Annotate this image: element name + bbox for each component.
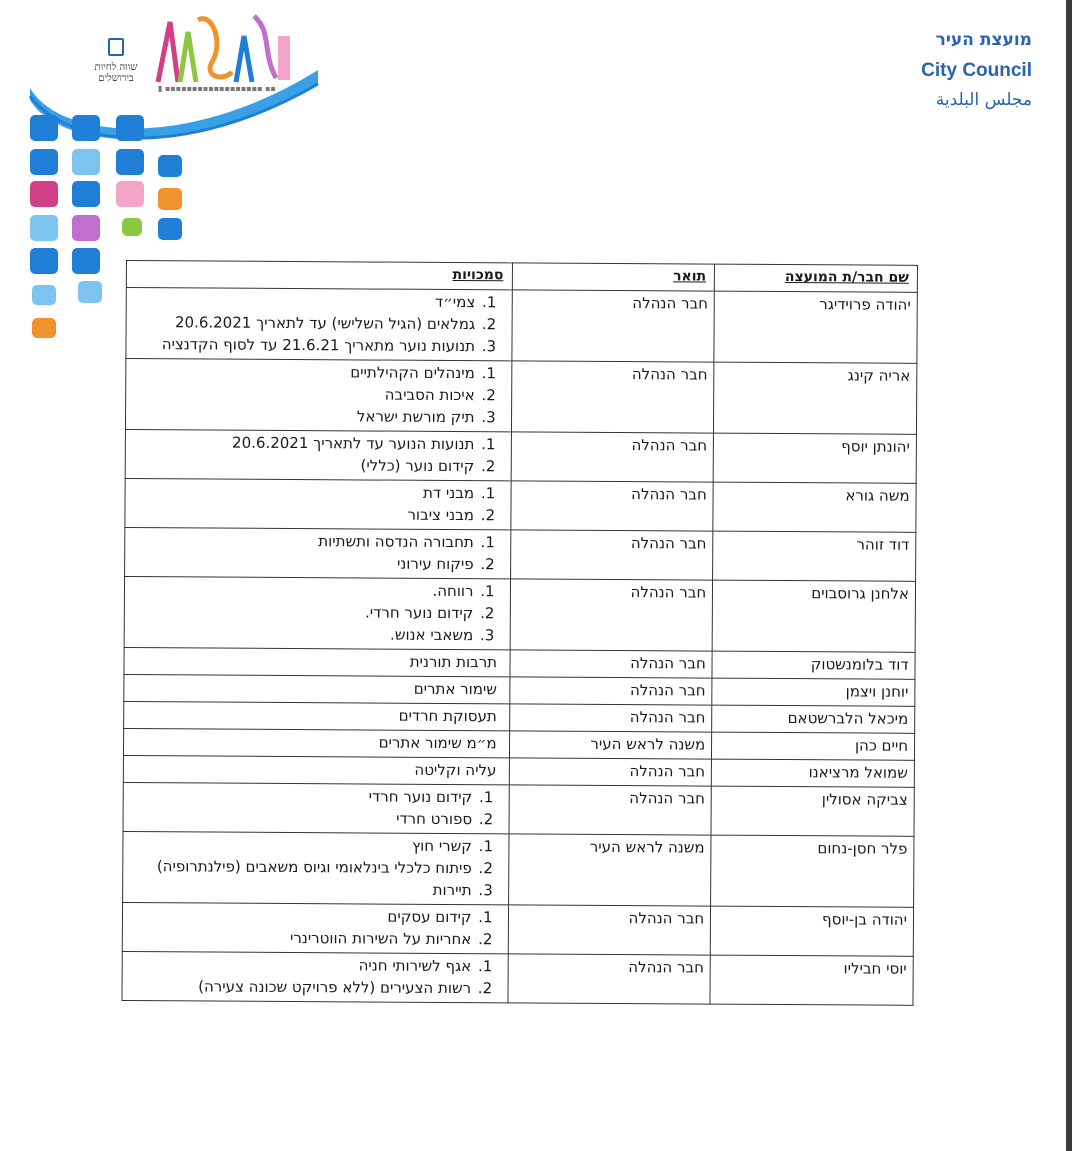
member-portfolio	[124, 576, 510, 649]
member-title: חבר הנהלה	[511, 290, 714, 362]
portfolio-item: 3. משאבי אנוש.	[131, 622, 476, 646]
member-title: חבר הנהלה	[509, 758, 712, 786]
member-name: חיים כהן	[712, 732, 915, 760]
portfolio-item: תרבות תורנית	[409, 652, 498, 672]
member-name: משה גורא	[713, 482, 916, 532]
member-portfolio	[126, 288, 512, 361]
portfolio-list	[131, 480, 504, 526]
portfolio-item: 2. ספורט חרדי	[130, 806, 475, 830]
table-row	[125, 478, 916, 532]
portfolio-list	[132, 289, 505, 357]
member-name: שמואל מרציאנו	[712, 759, 915, 787]
portfolio-item: 2. רשות הצעירים (ללא פרויקט שכונה צעירה)	[128, 975, 473, 999]
member-title: חבר הנהלה	[510, 530, 713, 580]
member-title: חבר הנהלה	[509, 677, 712, 705]
member-title: חבר הנהלה	[508, 905, 711, 955]
member-title: חבר הנהלה	[511, 361, 714, 433]
table-row	[126, 288, 917, 364]
member-portfolio	[124, 647, 510, 676]
member-title: חבר הנהלה	[510, 481, 713, 531]
emblem-icon	[108, 38, 124, 56]
council-title-hebrew: מועצת העיר	[935, 30, 1032, 50]
portfolio-item: 1. אגף לשירותי חניה	[129, 953, 474, 977]
table-row	[124, 576, 915, 652]
member-portfolio	[123, 831, 509, 904]
portfolio-item: 2. מבני ציבור	[131, 502, 476, 526]
portfolio-item: 1. תחבורה הנדסה ותשתיות	[131, 529, 476, 553]
portfolio-item: תעסוקת חרדים	[398, 706, 497, 726]
portfolio-item: מ״מ שימור אתרים	[378, 733, 497, 753]
table-row	[123, 831, 914, 907]
member-portfolio	[124, 674, 510, 703]
member-portfolio	[125, 429, 511, 480]
portfolio-item: 1. קידום עסקים	[129, 904, 474, 928]
table-body	[122, 288, 917, 1006]
member-portfolio	[125, 478, 511, 529]
member-portfolio	[125, 359, 511, 432]
portfolio-item: 1. רווחה.	[131, 578, 476, 602]
member-title: חבר הנהלה	[509, 650, 712, 678]
portfolio-item: 1. מינהלים הקהילתיים	[132, 360, 477, 384]
member-name: דוד בלומנשטוק	[712, 651, 915, 679]
member-name: יהודה פרוידיגר	[714, 291, 917, 363]
member-portfolio	[124, 701, 510, 730]
portfolio-item: 2. גמלאים (הגיל השלישי) עד לתאריך 20.6.2021	[133, 311, 478, 335]
table-row	[125, 359, 916, 435]
portfolio-item: 1. צמי״ד	[133, 289, 478, 313]
portfolio-list	[131, 529, 504, 575]
member-name: יוחנן ויצמן	[712, 678, 915, 706]
portfolio-item: 2. פיתוח כלכלי בינלאומי וגיוס משאבים (פילנתרופיה)	[129, 855, 474, 879]
portfolio-list	[132, 431, 505, 477]
council-members-table	[121, 260, 918, 1006]
portfolio-item: 1. מבני דת	[132, 480, 477, 504]
member-name: יוסי חביליו	[710, 955, 913, 1005]
festival-logo	[152, 12, 296, 84]
header-name: שם חבר/ת המועצה	[715, 264, 918, 292]
council-title-english: City Council	[921, 60, 1032, 81]
page-edge	[1066, 0, 1072, 1151]
portfolio-item: 1. קידום נוער חרדי	[130, 784, 475, 808]
member-portfolio	[123, 782, 509, 833]
portfolio-list	[129, 833, 502, 901]
member-name: יהודה בן-יוסף	[710, 906, 913, 956]
member-name: צביקה אסולין	[711, 786, 914, 836]
portfolio-item: 2. קידום נוער חרדי.	[131, 600, 476, 624]
portfolio-item: 1. קשרי חוץ	[129, 833, 474, 857]
portfolio-list	[130, 784, 503, 830]
member-name: יהונתן יוסף	[713, 433, 916, 483]
city-council-header	[921, 30, 1032, 110]
member-name: דוד זוהר	[713, 531, 916, 581]
council-title-arabic: مجلس البلدية	[935, 90, 1032, 110]
table-row	[122, 951, 913, 1005]
portfolio-item: 2. פיקוח עירוני	[131, 551, 476, 575]
header-title: תואר	[512, 263, 715, 291]
member-portfolio	[123, 728, 509, 757]
member-title: חבר הנהלה	[507, 954, 710, 1004]
portfolio-item: 2. אחריות על השירות הווטרינרי	[129, 926, 474, 950]
portfolio-list	[131, 578, 504, 646]
portfolio-list	[132, 360, 505, 428]
portfolio-item: 3. תיק מורשת ישראל	[132, 404, 477, 428]
member-name: מיכאל הלברשטאם	[712, 705, 915, 733]
member-portfolio	[123, 755, 509, 784]
logo-line-1: שווה לחיות	[94, 62, 138, 73]
table-row	[122, 902, 913, 956]
logo-line-2: בירושלים	[98, 73, 134, 84]
portfolio-item: שימור אתרים	[413, 679, 497, 699]
portfolio-item: 2. קידום נוער (כללי)	[132, 453, 477, 477]
portfolio-list	[128, 953, 501, 999]
portfolio-item: 1. תנועות הנוער עד לתאריך 20.6.2021	[132, 431, 477, 455]
portfolio-item: 3. תנועות נוער מתאריך 21.6.21 עד לסוף הקדנציה	[132, 333, 477, 357]
portfolio-item: 2. איכות הסביבה	[132, 382, 477, 406]
member-portfolio	[122, 951, 508, 1002]
table-row	[125, 429, 916, 483]
jerusalem-logo	[85, 38, 147, 84]
table-row	[123, 782, 914, 836]
member-title: חבר הנהלה	[509, 704, 712, 732]
member-name: פלר חסן-נחום	[711, 835, 914, 907]
header-portfolio: סמכויות	[126, 261, 512, 290]
member-portfolio	[122, 902, 508, 953]
member-title: חבר הנהלה	[509, 785, 712, 835]
member-portfolio	[125, 527, 511, 578]
member-name: אלחנן גרוסבוים	[712, 580, 915, 652]
member-name: אריה קינג	[714, 362, 917, 434]
member-title: משנה לראש העיר	[508, 834, 711, 906]
member-title: חבר הנהלה	[511, 432, 714, 482]
table-row	[125, 527, 916, 581]
member-title: חבר הנהלה	[510, 579, 713, 651]
portfolio-item: עליה וקליטה	[414, 760, 497, 780]
portfolio-item: 3. תיירות	[129, 877, 474, 901]
portfolio-list	[129, 904, 502, 950]
web-address-strip: ▮ ▪▪▪▪▪▪▪▪▪▪▪▪▪▪▪▪▪▪ ▪▪	[158, 84, 276, 93]
member-title: משנה לראש העיר	[509, 731, 712, 759]
